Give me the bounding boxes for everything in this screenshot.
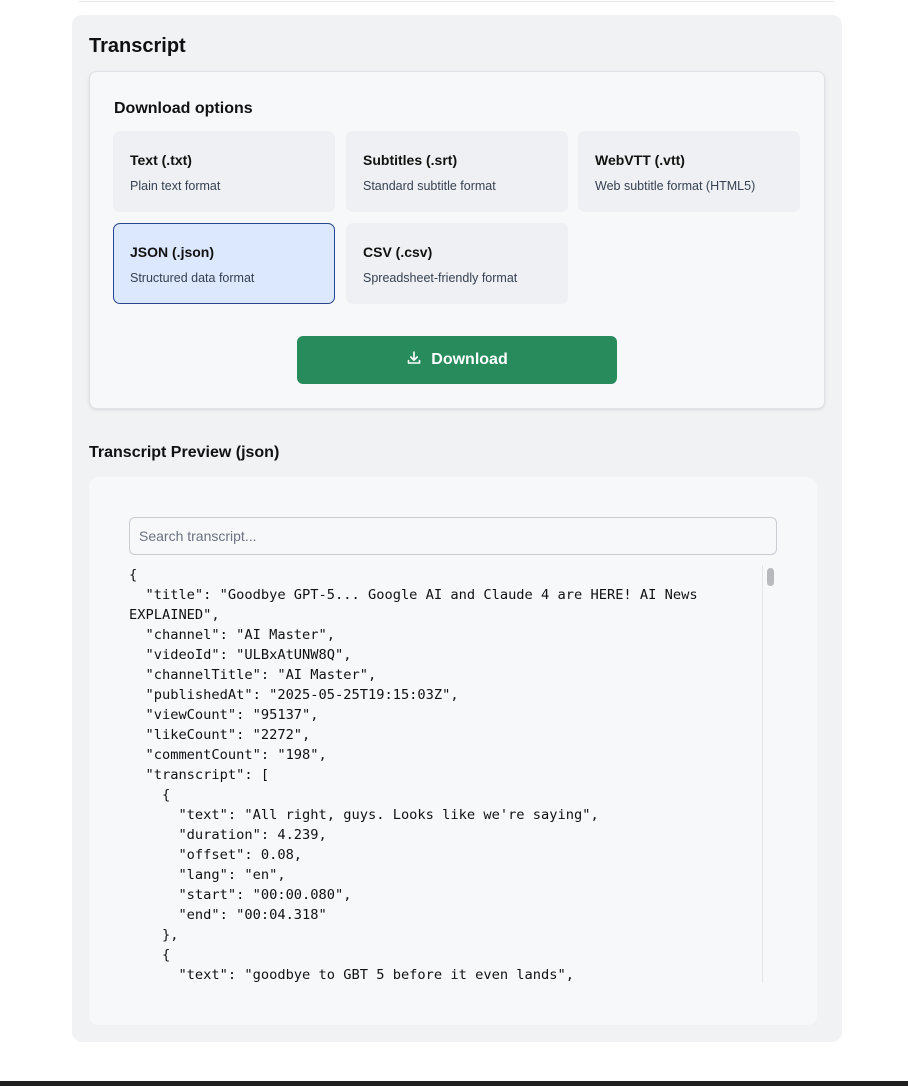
search-transcript-input[interactable]	[129, 517, 777, 555]
transcript-preview-card	[89, 477, 817, 1025]
code-line: "end": "00:04.318"	[129, 907, 327, 923]
format-option-description: Standard subtitle format	[363, 179, 496, 193]
code-line: "offset": 0.08,	[129, 847, 303, 863]
format-option-description: Structured data format	[130, 271, 255, 285]
bottom-edge	[0, 1081, 908, 1086]
preview-scrollbar[interactable]	[762, 565, 777, 983]
format-option-description: Plain text format	[130, 179, 221, 193]
format-option-vtt[interactable]	[578, 131, 800, 212]
format-option-name: CSV (.csv)	[363, 244, 433, 260]
code-line: "commentCount": "198",	[129, 747, 327, 763]
previous-card-edge	[79, 0, 834, 2]
format-option-description: Spreadsheet-friendly format	[363, 271, 518, 285]
code-line: "title": "Goodbye GPT-5... Google AI and Claude 4 are HERE! AI News	[129, 587, 698, 603]
code-line: {	[129, 787, 171, 803]
format-option-srt[interactable]	[346, 131, 568, 212]
code-line: "publishedAt": "2025-05-25T19:15:03Z",	[129, 687, 459, 703]
download-icon	[406, 350, 422, 371]
code-line: {	[129, 567, 138, 583]
code-line: },	[129, 927, 179, 943]
code-line: "text": "goodbye to GBT 5 before it even lands",	[129, 967, 574, 983]
code-line: "transcript": [	[129, 767, 270, 783]
code-line: "duration": 4.239,	[129, 827, 327, 843]
code-line: "text": "All right, guys. Looks like we're saying",	[129, 807, 599, 823]
scrollbar-thumb[interactable]	[767, 568, 774, 586]
preview-title: Transcript Preview (json)	[89, 444, 280, 461]
code-line: "likeCount": "2272",	[129, 727, 311, 743]
download-button-label: Download	[431, 351, 508, 368]
format-option-description: Web subtitle format (HTML5)	[595, 179, 756, 193]
code-line: "channelTitle": "AI Master",	[129, 667, 377, 683]
format-option-name: WebVTT (.vtt)	[595, 152, 685, 168]
download-button[interactable]	[297, 336, 617, 384]
format-option-name: Text (.txt)	[130, 152, 192, 168]
section-title: Transcript	[89, 35, 186, 57]
code-line: "lang": "en",	[129, 867, 286, 883]
download-options-card	[89, 71, 825, 409]
json-preview[interactable]	[129, 565, 763, 983]
format-option-name: JSON (.json)	[130, 244, 215, 260]
format-option-txt[interactable]	[113, 131, 335, 212]
code-line: {	[129, 947, 171, 963]
code-line: "start": "00:00.080",	[129, 887, 352, 903]
download-options-title: Download options	[114, 100, 253, 117]
transcript-section	[72, 15, 842, 1042]
code-line: EXPLAINED",	[129, 607, 220, 623]
format-option-csv[interactable]	[346, 223, 568, 304]
code-line: "channel": "AI Master",	[129, 627, 336, 643]
format-option-name: Subtitles (.srt)	[363, 152, 458, 168]
format-option-json[interactable]	[113, 223, 335, 304]
code-line: "viewCount": "95137",	[129, 707, 319, 723]
code-line: "videoId": "ULBxAtUNW8Q",	[129, 647, 352, 663]
